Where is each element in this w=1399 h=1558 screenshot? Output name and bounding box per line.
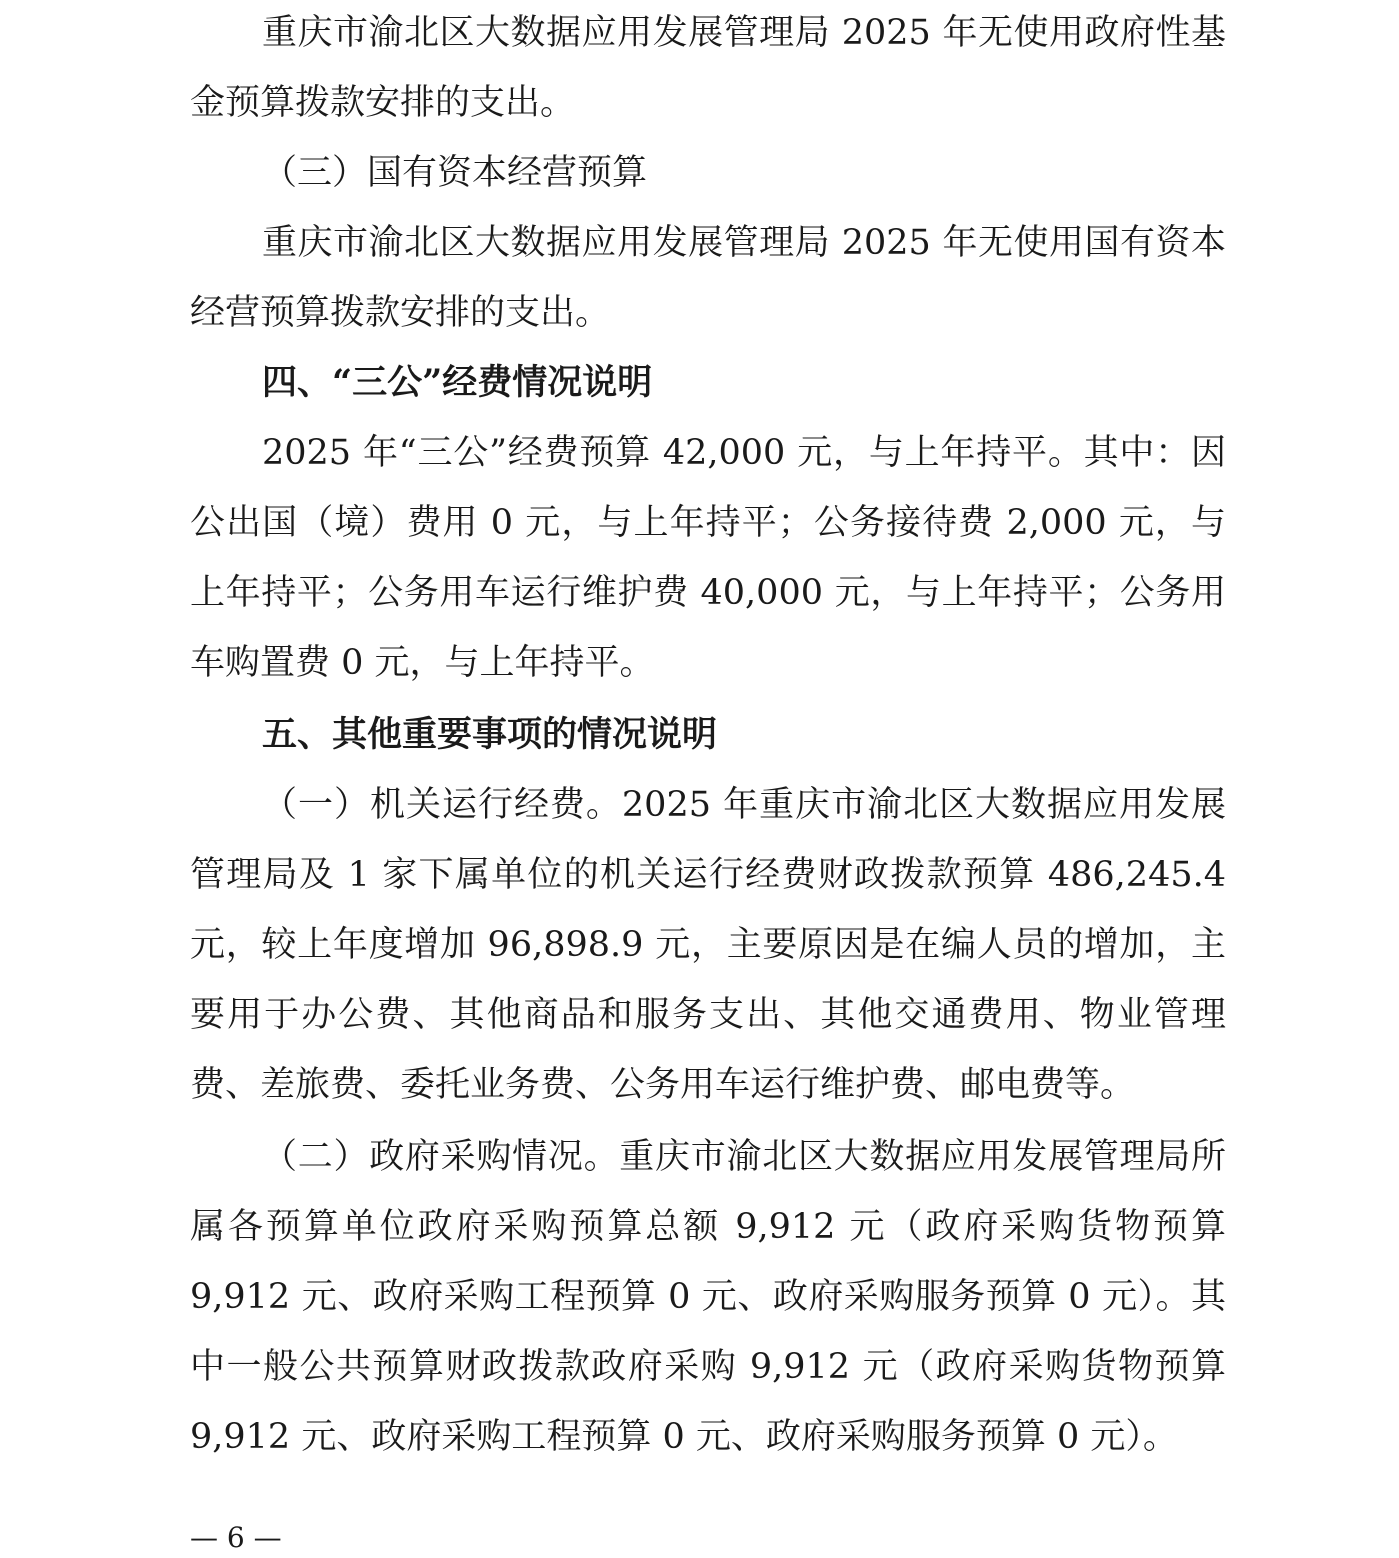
page-number: — 6 — [190,1521,282,1554]
paragraph-government-fund: 重庆市渝北区大数据应用发展管理局 2025 年无使用政府性基金预算拨款安排的支出。 [190,13,1226,123]
paragraph-operating-expenses: （一）机关运行经费。2025 年重庆市渝北区大数据应用发展管理局及 1 家下属单位的机关运行经费财政拨款预算 486,245.4 元，较上年度增加 96,898.9 元，主要原因是在编人员的增加，主要用于办公费、其他商品和服务支出、其他交通费用、物业管理费、差旅费、委托业务费、公务用车运行维护费、邮电费等。 [190,785,1226,1105]
subheading-state-capital: （三）国有资本经营预算 [262,153,648,193]
paragraph-state-capital: 重庆市渝北区大数据应用发展管理局 2025 年无使用国有资本经营预算拨款安排的支出。 [190,223,1226,333]
paragraph-government-procurement: （二）政府采购情况。重庆市渝北区大数据应用发展管理局所属各预算单位政府采购预算总额 9,912 元（政府采购货物预算 9,912 元、政府采购工程预算 0 元、政府采购服务预算 0 元）。其中一般公共预算财政拨款政府采购 9,912 元（政府采购货物预算 9,912 元、政府采购工程预算 0 元、政府采购服务预算 0 元）。 [190,1137,1226,1457]
heading-three-public-expenses: 四、“三公”经费情况说明 [262,362,653,403]
paragraph-three-public-expenses: 2025 年“三公”经费预算 42,000 元，与上年持平。其中：因公出国（境）费用 0 元，与上年持平；公务接待费 2,000 元，与上年持平；公务用车运行维护费 40,000 元，与上年持平；公务用车购置费 0 元，与上年持平。 [190,433,1226,683]
heading-other-matters: 五、其他重要事项的情况说明 [262,714,718,755]
